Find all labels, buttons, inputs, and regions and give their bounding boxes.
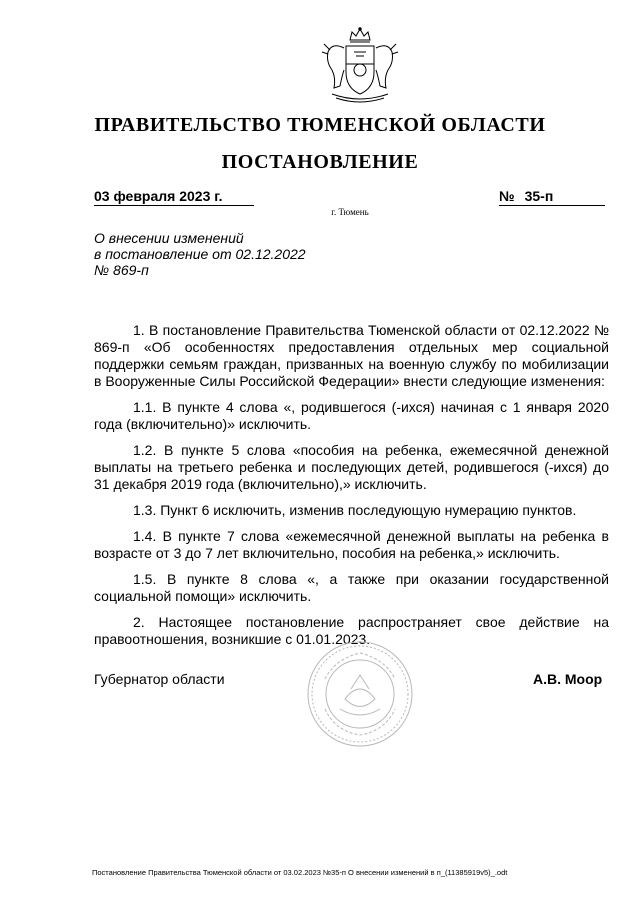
organization-title: ПРАВИТЕЛЬСТВО ТЮМЕНСКОЙ ОБЛАСТИ — [94, 114, 546, 136]
subject-line: № 869-п — [94, 262, 149, 278]
body-paragraph: 1.5. В пункте 8 слова «, а также при оказании государственной социальной помощи» исключить. — [94, 571, 609, 604]
document-number-field — [499, 188, 605, 206]
document-date: 03 февраля 2023 г. — [94, 188, 254, 206]
document-body — [94, 322, 609, 657]
page-footer: Постановление Правительства Тюменской области от 03.02.2023 №35-п О внесении изменений в п_(11385919v5)_.odt — [92, 868, 508, 877]
signatory-position: Губернатор области — [94, 671, 225, 687]
official-seal-icon — [305, 639, 415, 749]
document-type-title: ПОСТАНОВЛЕНИЕ — [221, 151, 419, 173]
body-paragraph: 1.2. В пункте 5 слова «пособия на ребенка, ежемесячной денежной выплаты на третьего ребенка и последующих детей, родившегося (-ихся) до 31 декабря 2019 года (включительно),» исключить. — [94, 442, 609, 492]
body-paragraph: 2. Настоящее постановление распространяет свое действие на правоотношения, возникшие с 01.01.2023. — [94, 614, 609, 647]
signatory-name: А.В. Моор — [533, 671, 603, 687]
subject-line: в постановление от 02.12.2022 — [94, 246, 306, 262]
city-label: г. Тюмень — [331, 207, 369, 217]
document-number: 35-п — [524, 188, 554, 204]
body-paragraph: 1.1. В пункте 4 слова «, родившегося (-ихся) начиная с 1 января 2020 года (включительно)» исключить. — [94, 399, 609, 432]
body-paragraph: 1.3. Пункт 6 исключить, изменив последующую нумерацию пунктов. — [133, 502, 577, 518]
document-subject — [94, 230, 354, 278]
number-sign: № — [499, 188, 515, 204]
coat-of-arms-icon — [318, 26, 402, 106]
subject-line: О внесении изменений — [94, 230, 244, 246]
body-paragraph: 1. В постановление Правительства Тюменской области от 02.12.2022 № 869-п «Об особенностях предоставления отдельных мер социальной поддержки семьям граждан, призванных на военную службу по мобилизации в Вооруженные Силы Российской Федерации» внести следующие изменения: — [94, 322, 609, 389]
body-paragraph: 1.4. В пункте 7 слова «ежемесячной денежной выплаты на ребенка в возрасте от 3 до 7 лет включительно, пособия на ребенка,» исключить. — [94, 528, 609, 561]
